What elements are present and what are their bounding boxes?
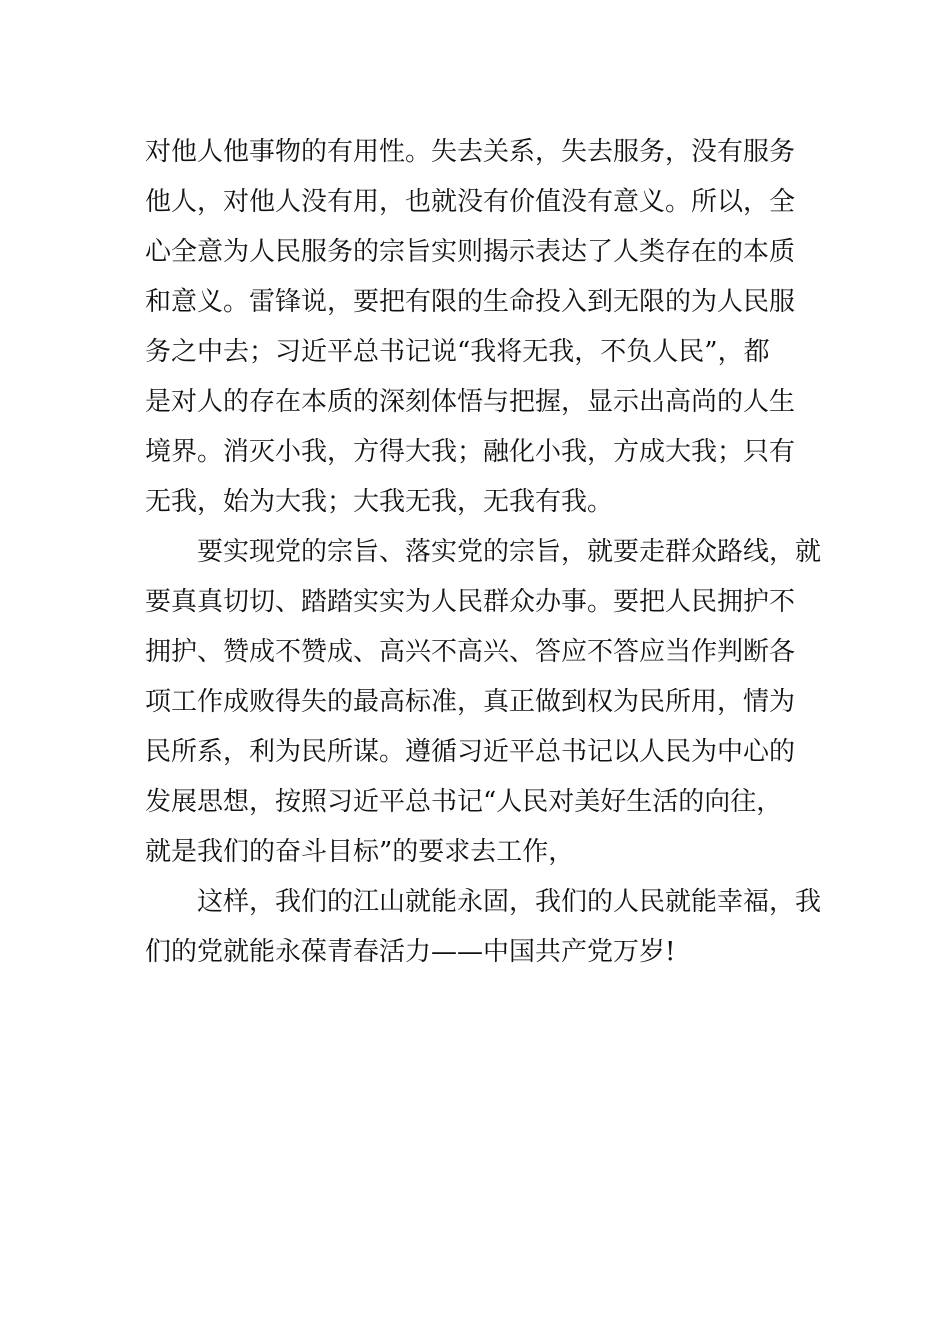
text-line-14: 发展思想，按照习近平总书记“人民对美好生活的向往，	[145, 787, 783, 817]
text-line-17: 们的党就能永葆青春活力——中国共产党万岁!	[145, 937, 676, 967]
text-line-7: 境界。消灭小我，方得大我；融化小我，方成大我；只有	[145, 437, 796, 467]
text-line-1: 对他人他事物的有用性。失去关系，失去服务，没有服务	[145, 137, 796, 167]
text-line-11: 拥护、赞成不赞成、高兴不高兴、答应不答应当作判断各	[145, 637, 796, 667]
text-line-10: 要真真切切、踏踏实实为人民群众办事。要把人民拥护不	[145, 587, 796, 617]
text-line-9: 要实现党的宗旨、落实党的宗旨，就要走群众路线，就	[145, 537, 822, 567]
text-line-6: 是对人的存在本质的深刻体悟与把握，显示出高尚的人生	[145, 387, 796, 417]
document-body	[145, 127, 825, 977]
text-line-15: 就是我们的奋斗目标”的要求去工作，	[145, 837, 575, 867]
text-line-16: 这样，我们的江山就能永固，我们的人民就能幸福，我	[145, 887, 822, 917]
text-line-2: 他人，对他人没有用，也就没有价值没有意义。所以，全	[145, 187, 796, 217]
text-line-13: 民所系，利为民所谋。遵循习近平总书记以人民为中心的	[145, 737, 796, 767]
text-line-3: 心全意为人民服务的宗旨实则揭示表达了人类存在的本质	[145, 237, 796, 267]
text-line-12: 项工作成败得失的最高标准，真正做到权为民所用，情为	[145, 687, 796, 717]
text-line-5: 务之中去；习近平总书记说“我将无我，不负人民”，都	[145, 337, 770, 367]
text-line-4: 和意义。雷锋说，要把有限的生命投入到无限的为人民服	[145, 287, 796, 317]
text-line-8: 无我，始为大我；大我无我，无我有我。	[145, 487, 614, 517]
